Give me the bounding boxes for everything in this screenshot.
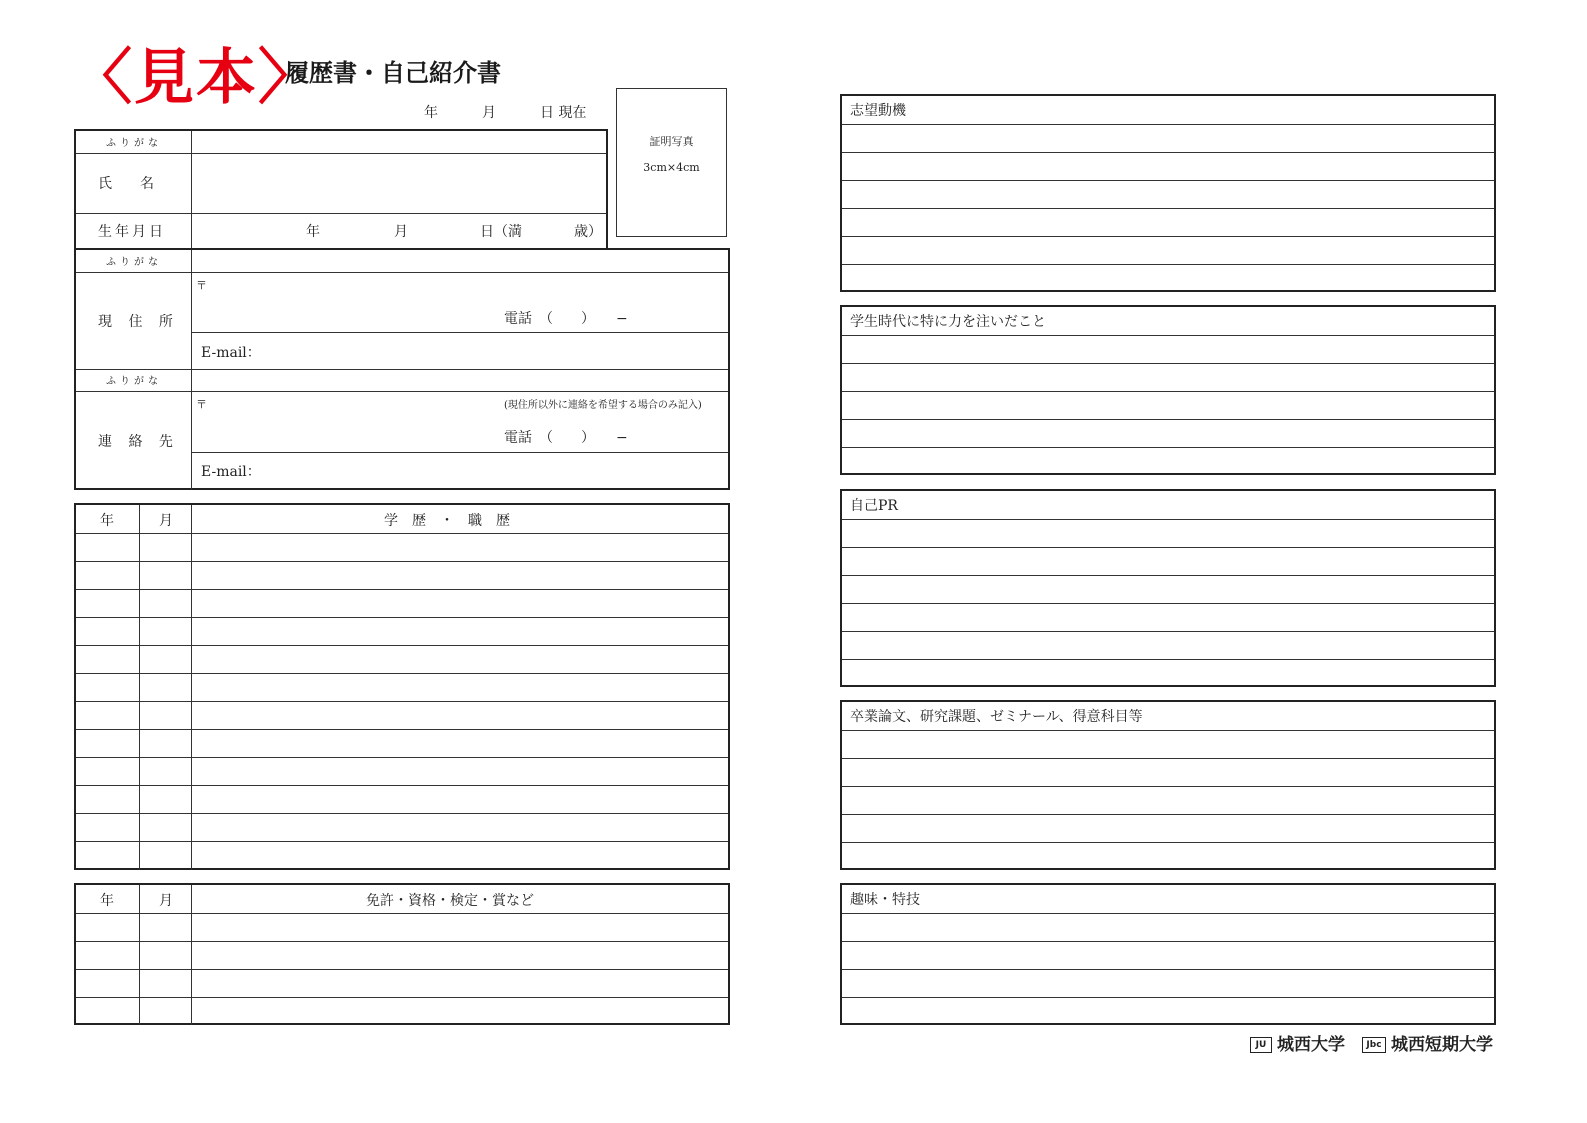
section-2-row[interactable] <box>842 632 1494 658</box>
history-table-row[interactable] <box>192 702 728 728</box>
license-table-row[interactable] <box>192 942 728 968</box>
section-self-pr-title: 自己PR <box>850 498 898 514</box>
history-table-row[interactable] <box>192 842 728 868</box>
section-0-row[interactable] <box>842 153 1494 179</box>
date-year-label: 年 <box>424 105 438 121</box>
section-0-row[interactable] <box>842 265 1494 291</box>
history-table-row[interactable] <box>192 618 728 644</box>
history-table-row[interactable] <box>192 674 728 700</box>
license-col-content: 免許・資格・検定・賞など <box>366 893 534 909</box>
photo-label: 証明写真 <box>649 135 694 148</box>
address-block <box>74 248 730 490</box>
history-col-content: 学 歴 ・ 職 歴 <box>384 513 510 529</box>
date-month-label: 月 <box>482 105 496 121</box>
name-field[interactable] <box>194 155 604 211</box>
contact-postal-mark: 〒 <box>196 398 207 411</box>
section-4-row[interactable] <box>842 914 1494 940</box>
section-0-row[interactable] <box>842 125 1494 151</box>
section-3-row[interactable] <box>842 759 1494 785</box>
history-table-row[interactable] <box>192 562 728 588</box>
josai-university-logo <box>1250 1034 1345 1056</box>
license-table-row[interactable] <box>192 970 728 996</box>
contact-email-label: E-mail： <box>201 464 261 480</box>
address-postal-mark: 〒 <box>196 279 207 292</box>
license-table-row[interactable] <box>192 998 728 1024</box>
personal-info-block <box>74 129 608 250</box>
section-1-row[interactable] <box>842 336 1494 362</box>
history-table-row[interactable] <box>192 786 728 812</box>
section-1-row[interactable] <box>842 392 1494 418</box>
address-label: 現 住 所 <box>98 314 179 330</box>
contact-furigana-label: ふりがな <box>106 376 162 387</box>
history-col-year: 年 <box>100 513 114 529</box>
section-0-row[interactable] <box>842 209 1494 235</box>
section-1-row[interactable] <box>842 364 1494 390</box>
section-0-row[interactable] <box>842 181 1494 207</box>
section-3-row[interactable] <box>842 731 1494 757</box>
sample-mark: 〈見本〉 <box>72 43 320 113</box>
section-student-effort <box>840 305 1496 475</box>
document-title: 履歴書・自己紹介書 <box>285 59 501 87</box>
address-phone-label: 電話 （ ） − <box>504 311 628 327</box>
history-table-row[interactable] <box>192 590 728 616</box>
section-0-row[interactable] <box>842 237 1494 263</box>
history-table-row[interactable] <box>192 758 728 784</box>
photo-size: 3cm×4cm <box>643 161 700 174</box>
history-table-row[interactable] <box>192 534 728 560</box>
josai-junior-college-name: 城西短期大学 <box>1391 1035 1493 1055</box>
birth-year-label: 年 <box>306 224 320 240</box>
section-1-row[interactable] <box>842 448 1494 474</box>
josai-university-mark-icon: JU <box>1250 1037 1272 1053</box>
section-research-title: 卒業論文、研究課題、ゼミナール、得意科目等 <box>850 709 1143 725</box>
section-hobbies <box>840 883 1496 1025</box>
section-4-row[interactable] <box>842 942 1494 968</box>
date-day-label: 日 現在 <box>540 105 587 121</box>
section-self-pr <box>840 489 1496 687</box>
name-label: 氏 名 <box>98 176 154 192</box>
section-hobbies-title: 趣味・特技 <box>850 892 920 908</box>
license-table <box>74 883 730 1025</box>
section-3-row[interactable] <box>842 843 1494 869</box>
section-2-row[interactable] <box>842 520 1494 546</box>
section-motivation <box>840 94 1496 292</box>
section-3-row[interactable] <box>842 787 1494 813</box>
section-research <box>840 700 1496 870</box>
history-table-row[interactable] <box>192 814 728 840</box>
birth-day-label: 日（満 <box>480 224 522 240</box>
birth-age-label: 歳） <box>574 224 602 240</box>
address-email-label: E-mail： <box>201 345 261 361</box>
history-table <box>74 503 730 870</box>
section-4-row[interactable] <box>842 970 1494 996</box>
section-1-row[interactable] <box>842 420 1494 446</box>
section-3-row[interactable] <box>842 815 1494 841</box>
history-table-row[interactable] <box>192 730 728 756</box>
josai-junior-college-mark-icon: Jbc <box>1362 1037 1386 1053</box>
license-col-year: 年 <box>100 893 114 909</box>
josai-junior-college-logo <box>1362 1034 1493 1056</box>
section-2-row[interactable] <box>842 576 1494 602</box>
name-furigana-label: ふりがな <box>106 138 162 149</box>
section-student-effort-title: 学生時代に特に力を注いだこと <box>850 314 1046 330</box>
contact-note: (現住所以外に連絡を希望する場合のみ記入) <box>504 400 702 411</box>
license-col-month: 月 <box>159 893 173 909</box>
history-col-month: 月 <box>159 513 173 529</box>
section-motivation-title: 志望動機 <box>850 103 906 119</box>
birth-label: 生年月日 <box>98 224 166 240</box>
contact-phone-label: 電話 （ ） − <box>504 430 628 446</box>
josai-university-name: 城西大学 <box>1277 1035 1345 1055</box>
history-table-row[interactable] <box>192 646 728 672</box>
birth-month-label: 月 <box>394 224 408 240</box>
section-2-row[interactable] <box>842 604 1494 630</box>
address-furigana-label: ふりがな <box>106 257 162 268</box>
license-table-row[interactable] <box>192 914 728 940</box>
photo-box[interactable] <box>616 88 727 237</box>
section-2-row[interactable] <box>842 548 1494 574</box>
section-4-row[interactable] <box>842 998 1494 1024</box>
section-2-row[interactable] <box>842 660 1494 686</box>
contact-label: 連 絡 先 <box>98 434 179 450</box>
